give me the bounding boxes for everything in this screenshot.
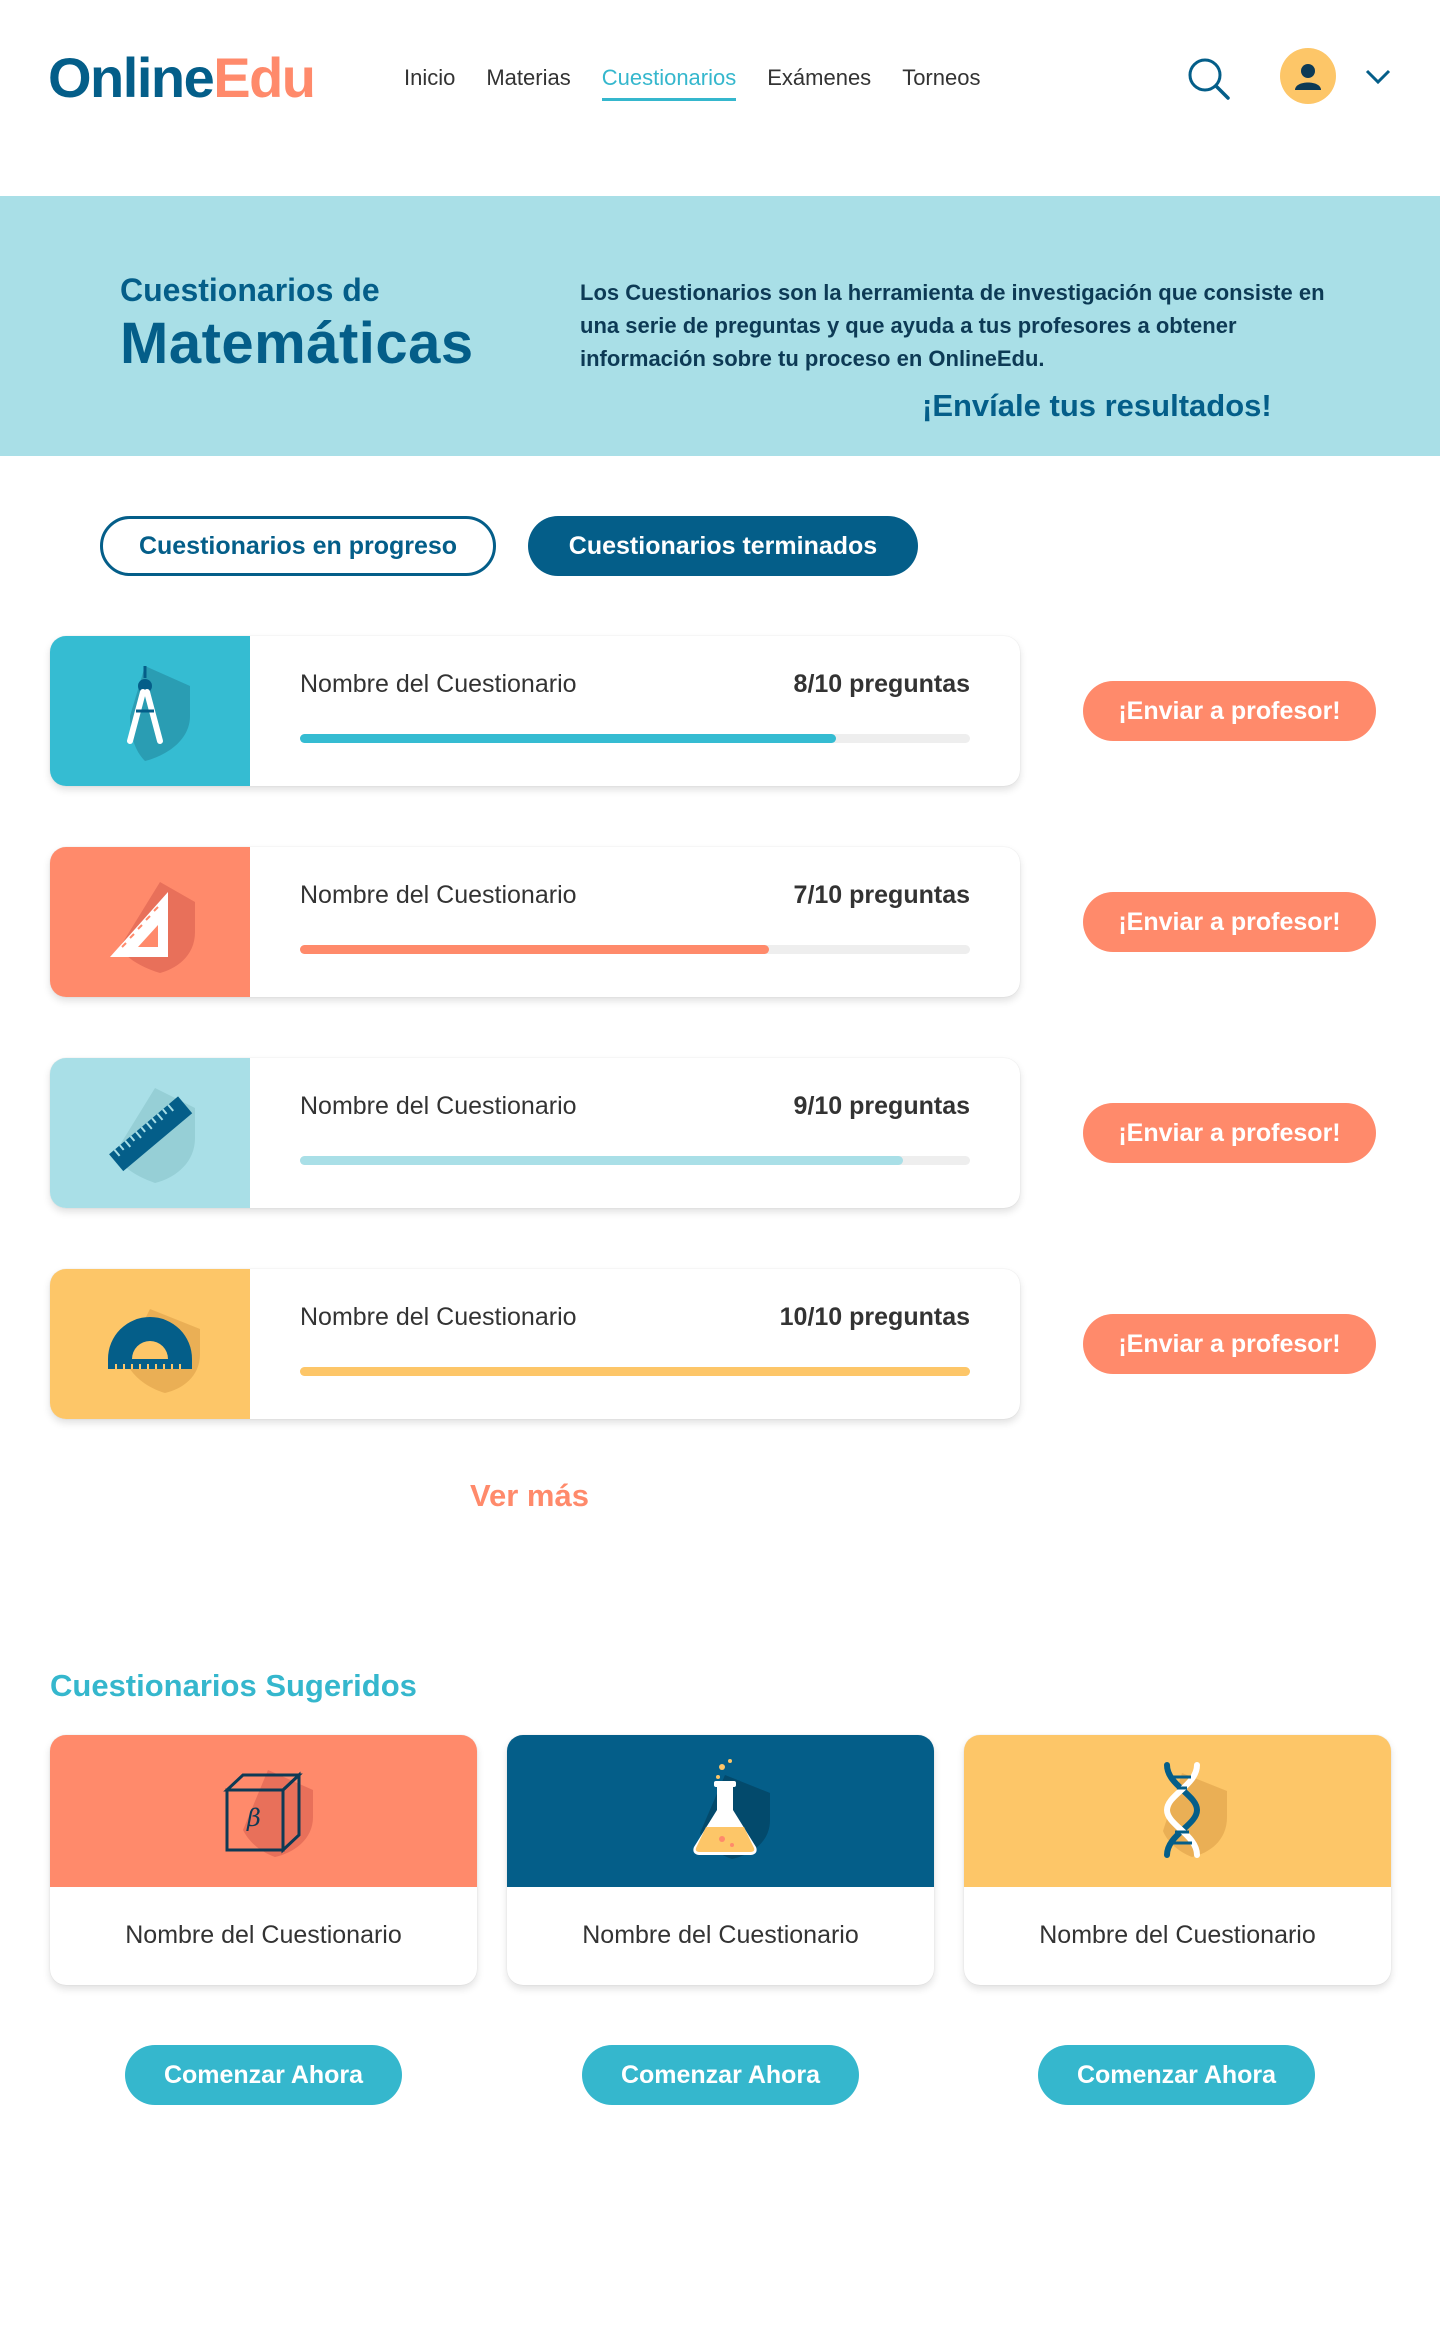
hero-banner xyxy=(0,196,1440,456)
quiz-icon-box xyxy=(50,847,250,997)
hero-title: Matemáticas xyxy=(120,311,474,376)
quiz-card[interactable] xyxy=(50,1269,1020,1419)
nav-torneos[interactable]: Torneos xyxy=(902,65,981,90)
dna-icon xyxy=(1127,1755,1237,1865)
quiz-icon-box xyxy=(50,1058,250,1208)
quiz-card[interactable] xyxy=(50,636,1020,786)
quiz-card[interactable] xyxy=(50,847,1020,997)
quiz-progress-track xyxy=(300,945,970,954)
hero-cta[interactable]: ¡Envíale tus resultados! xyxy=(922,388,1272,423)
quiz-count: 7/10 preguntas xyxy=(793,881,970,909)
send-to-teacher-button[interactable]: ¡Enviar a profesor! xyxy=(1083,1103,1376,1163)
nav-cuestionarios[interactable]: Cuestionarios xyxy=(602,62,737,101)
compass-icon xyxy=(90,656,210,766)
hero-subtitle: Cuestionarios de xyxy=(120,272,380,308)
logo-part-edu: Edu xyxy=(213,46,315,109)
quiz-count: 8/10 preguntas xyxy=(793,670,970,698)
nav-materias[interactable]: Materias xyxy=(486,65,571,90)
tab-in-progress[interactable]: Cuestionarios en progreso xyxy=(100,516,496,576)
svg-text:β: β xyxy=(247,1804,261,1832)
user-avatar[interactable] xyxy=(1280,48,1336,104)
quiz-icon-box xyxy=(50,636,250,786)
suggested-card-header xyxy=(507,1735,934,1887)
nav-inicio[interactable]: Inicio xyxy=(404,65,456,90)
quiz-progress-track xyxy=(300,1367,970,1376)
start-now-button[interactable]: Comenzar Ahora xyxy=(1038,2045,1315,2105)
flask-icon xyxy=(670,1755,780,1865)
logo[interactable] xyxy=(48,46,315,110)
set-square-icon xyxy=(90,867,210,977)
send-to-teacher-button[interactable]: ¡Enviar a profesor! xyxy=(1083,681,1376,741)
suggested-card-header xyxy=(50,1735,477,1887)
quiz-name: Nombre del Cuestionario xyxy=(300,1303,577,1331)
quiz-progress-fill xyxy=(300,945,769,954)
suggested-card-name: Nombre del Cuestionario xyxy=(1039,1921,1316,1949)
quiz-progress-fill xyxy=(300,734,836,743)
start-now-button[interactable]: Comenzar Ahora xyxy=(125,2045,402,2105)
quiz-name: Nombre del Cuestionario xyxy=(300,1092,577,1120)
start-now-button[interactable]: Comenzar Ahora xyxy=(582,2045,859,2105)
quiz-name: Nombre del Cuestionario xyxy=(300,670,577,698)
quiz-name: Nombre del Cuestionario xyxy=(300,881,577,909)
suggested-card-name: Nombre del Cuestionario xyxy=(125,1921,402,1949)
quiz-card[interactable] xyxy=(50,1058,1020,1208)
search-icon[interactable] xyxy=(1186,56,1232,102)
quiz-progress-fill xyxy=(300,1367,970,1376)
suggested-card[interactable] xyxy=(507,1735,934,1985)
cube-icon xyxy=(213,1755,323,1865)
main-nav xyxy=(404,62,1011,101)
quiz-progress-track xyxy=(300,734,970,743)
suggested-card[interactable] xyxy=(50,1735,477,1985)
protractor-icon xyxy=(90,1289,210,1399)
hero-description: Los Cuestionarios son la herramienta de investigación que consiste en una serie de preguntas y que ayuda a tus profesores a obtener información sobre tu proceso en OnlineEdu. xyxy=(580,280,1325,371)
quiz-icon-box xyxy=(50,1269,250,1419)
tab-finished[interactable]: Cuestionarios terminados xyxy=(528,516,918,576)
quiz-count: 9/10 preguntas xyxy=(793,1092,970,1120)
suggested-card[interactable] xyxy=(964,1735,1391,1985)
quiz-progress-track xyxy=(300,1156,970,1165)
chevron-down-icon[interactable] xyxy=(1363,64,1393,88)
header xyxy=(0,0,1440,196)
suggested-title: Cuestionarios Sugeridos xyxy=(50,1668,417,1703)
see-more-link[interactable]: Ver más xyxy=(470,1478,589,1513)
suggested-card-header xyxy=(964,1735,1391,1887)
logo-part-online: Online xyxy=(48,46,214,109)
send-to-teacher-button[interactable]: ¡Enviar a profesor! xyxy=(1083,892,1376,952)
user-icon xyxy=(1292,60,1324,92)
send-to-teacher-button[interactable]: ¡Enviar a profesor! xyxy=(1083,1314,1376,1374)
suggested-card-name: Nombre del Cuestionario xyxy=(582,1921,859,1949)
nav-examenes[interactable]: Exámenes xyxy=(767,65,872,90)
quiz-count: 10/10 preguntas xyxy=(779,1303,970,1331)
ruler-icon xyxy=(90,1078,210,1188)
quiz-progress-fill xyxy=(300,1156,903,1165)
